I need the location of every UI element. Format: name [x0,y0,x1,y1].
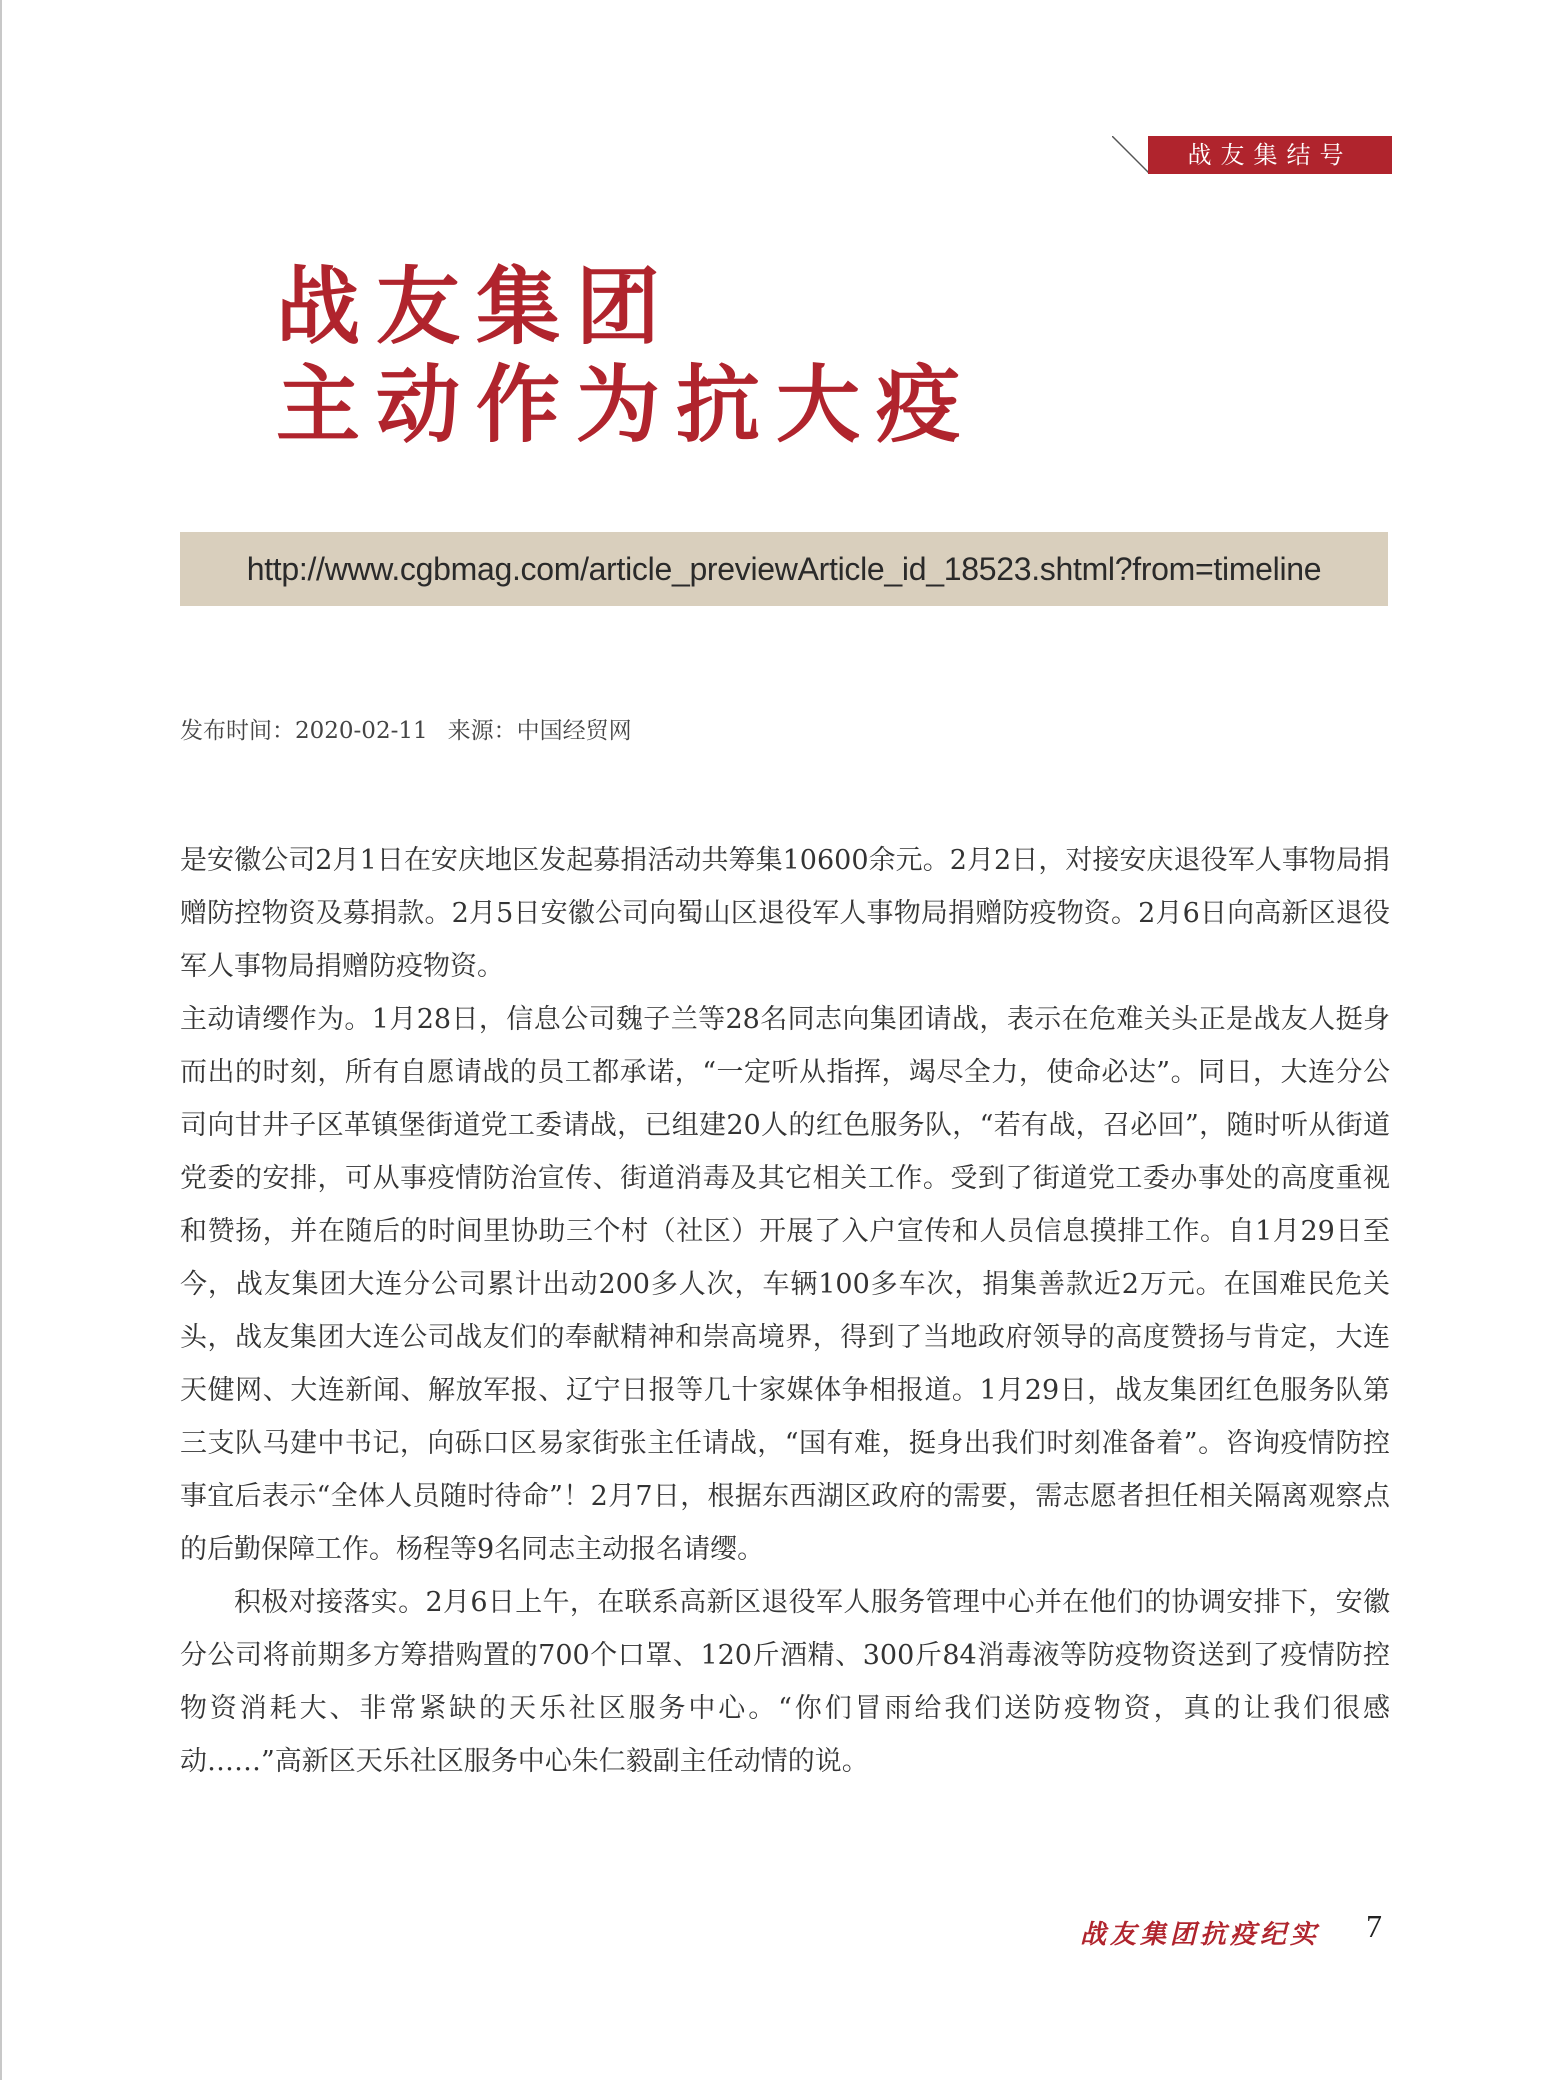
source-url-link[interactable]: http://www.cgbmag.com/article_previewArticle_id_18523.shtml?from=timeline [246,551,1322,587]
section-tag [1112,136,1392,174]
article-meta [180,712,632,745]
publish-date: 发布时间：2020-02-11 [180,718,428,744]
footer-publication-name: 战友集团抗疫纪实 [1080,1920,1321,1950]
body-paragraph-2: 主动请缨作为。1月28日，信息公司魏子兰等28名同志向集团请战，表示在危难关头正是战友人挺身而出的时刻，所有自愿请战的员工都承诺，“一定听从指挥，竭尽全力，使命必达”。同日，大连分公司向甘井子区革镇堡街道党工委请战，已组建20人的红色服务队，“若有战，召必回”，随时听从街道党委的安排，可从事疫情防治宣传、街道消毒及其它相关工作。受到了街道党工委办事处的高度重视和赞扬，并在随后的时间里协助三个村（社区）开展了入户宣传和人员信息摸排工作。自1月29日至今，战友集团大连分公司累计出动200多人次，车辆100多车次，捐集善款近2万元。在国难民危关头，战友集团大连公司战友们的奉献精神和崇高境界，得到了当地政府领导的高度赞扬与肯定，大连天健网、大连新闻、解放军报、辽宁日报等几十家媒体争相报道。1月29日，战友集团红色服务队第三支队马建中书记，向砾口区易家街张主任请战，“国有难，挺身出我们时刻准备着”。咨询疫情防控事宜后表示“全体人员随时待命”！2月7日，根据东西湖区政府的需要，需志愿者担任相关隔离观察点的后勤保障工作。杨程等9名同志主动报名请缨。 [180,1004,1390,1565]
article-title-line-1: 战友集团 [276,258,677,356]
section-tag-label: 战友集结号 [1148,136,1392,174]
body-paragraph-1: 是安徽公司2月1日在安庆地区发起募捐活动共筹集10600余元。2月2日，对接安庆退役军人事物局捐赠防控物资及募捐款。2月5日安徽公司向蜀山区退役军人事物局捐赠防疫物资。2月6日向高新区退役军人事物局捐赠防疫物资。 [180,845,1390,982]
body-paragraph-3: 积极对接落实。2月6日上午，在联系高新区退役军人服务管理中心并在他们的协调安排下，安徽分公司将前期多方筹措购置的700个口罩、120斤酒精、300斤84消毒液等防疫物资送到了疫情防控物资消耗大、非常紧缺的天乐社区服务中心。“你们冒雨给我们送防疫物资，真的让我们很感动……”高新区天乐社区服务中心朱仁毅副主任动情的说。 [180,1587,1390,1777]
source-url-bar [180,532,1388,606]
article-title [276,258,1076,454]
page-number: 7 [1366,1908,1382,1944]
article-body [180,834,1390,1788]
page-edge-rule [0,0,2,2080]
article-source: 来源：中国经贸网 [447,718,632,744]
article-title-line-2: 主动作为抗大疫 [276,356,977,454]
